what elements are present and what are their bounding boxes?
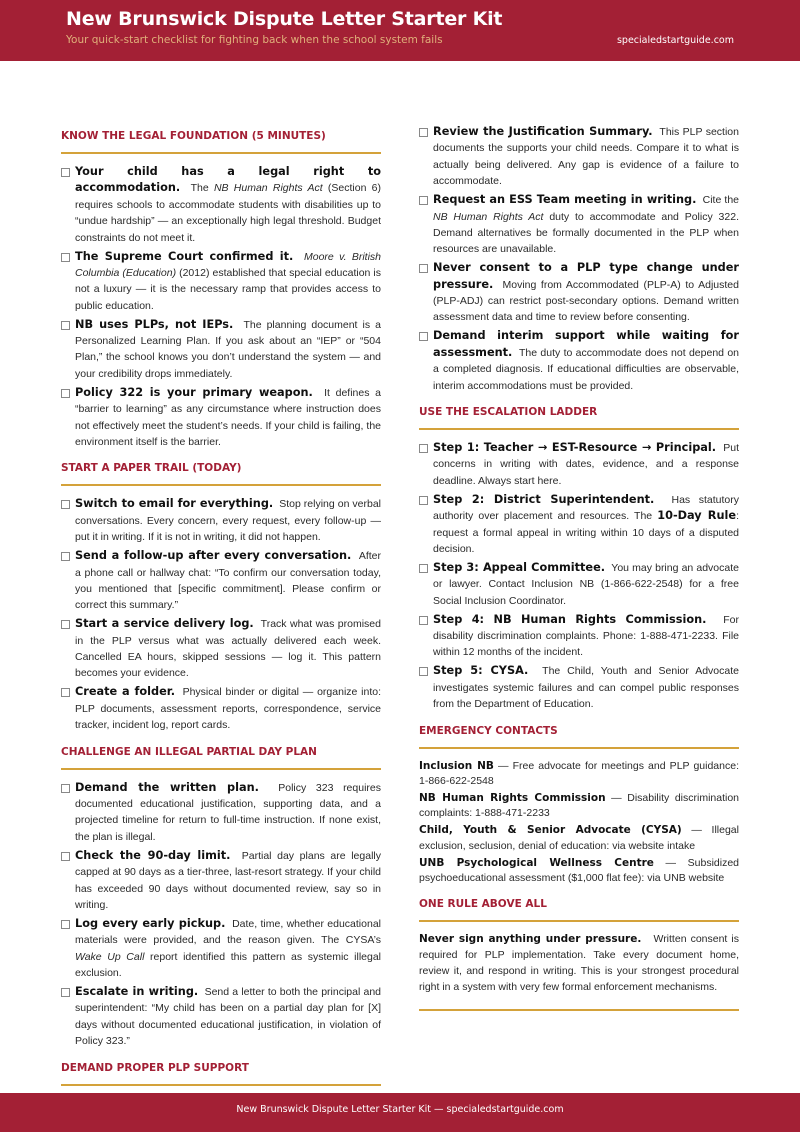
contact-name: NB Human Rights Commission (419, 791, 606, 804)
checklist-item (61, 548, 381, 614)
checkbox[interactable] (61, 253, 70, 262)
contact-detail: — Subsidized psychoeducational assessment ($1,000 flat fee): via UNB website (419, 856, 740, 884)
checkbox[interactable] (61, 321, 70, 330)
item-title: Request an ESS Team meeting in writing. (433, 193, 697, 207)
checklist-item (61, 317, 381, 383)
item-citation: NB Human Rights Act (213, 182, 323, 195)
item-title: Review the Justification Summary. (433, 125, 653, 138)
item-title: Create a folder. (75, 685, 175, 699)
checklist-item (419, 663, 739, 712)
item-body: For disability discrimination complaints. Phone: 1-888-471-2233. File within 12 months of the incident. (433, 613, 739, 659)
checklist-item (61, 916, 381, 982)
page-footer: New Brunswick Dispute Letter Starter Kit — specialedstartguide.com (0, 1093, 800, 1132)
checkbox[interactable] (419, 128, 428, 137)
checklist-item (419, 440, 739, 489)
section-divider (61, 1084, 381, 1086)
section-heading-plp-support: DEMAND PROPER PLP SUPPORT (61, 1061, 249, 1074)
item-body: Has statutory authority over placement and resources. The (433, 493, 739, 523)
item-title: Step 3: Appeal Committee. (433, 560, 606, 574)
right-column (419, 124, 739, 1021)
checkbox[interactable] (61, 988, 70, 997)
checkbox[interactable] (61, 852, 70, 861)
checkbox[interactable] (419, 264, 428, 273)
checkbox[interactable] (61, 552, 70, 561)
checkbox[interactable] (419, 496, 428, 505)
section-divider (419, 428, 739, 430)
item-title: NB uses PLPs, not IEPs. (75, 317, 234, 331)
page-header (0, 0, 800, 61)
item-body: report identified this pattern as systemic illegal exclusion. (75, 950, 382, 980)
checkbox[interactable] (61, 688, 70, 697)
contact-name: Child, Youth & Senior Advocate (CYSA) (419, 824, 682, 837)
item-citation: Moore v. British Columbia (Education) (75, 250, 381, 279)
checklist-item (61, 385, 381, 451)
item-title: Send a follow-up after every conversation. (75, 549, 352, 563)
item-body: (Section 6) requires schools to accommodate students with disabilities up to “undue hardship” — an exceptionally high legal threshold. Budget constraints do not meet it. (75, 182, 381, 244)
checkbox[interactable] (419, 564, 428, 573)
checkbox[interactable] (61, 389, 70, 398)
item-body: : request a formal appeal in writing within 10 days of a disputed decision. (433, 510, 739, 555)
checklist-item (61, 848, 381, 914)
checklist-item (419, 192, 739, 258)
contact-name: Inclusion NB (419, 759, 494, 772)
one-rule-title: Never sign anything under pressure. (419, 933, 642, 946)
checkbox[interactable] (419, 444, 428, 453)
page-title: New Brunswick Dispute Letter Starter Kit (66, 8, 503, 30)
item-title: Step 5: CYSA. (433, 664, 529, 678)
item-title: Step 4: NB Human Rights Commission. (433, 612, 707, 626)
item-body: duty to accommodate and Policy 322. Demand alternatives be formally documented in the PLP when resources are unavailable. (433, 210, 739, 256)
checklist-item (419, 328, 739, 394)
checkbox[interactable] (419, 616, 428, 625)
item-body: It defines a “barrier to learning” as any circumstance where instruction does not effectively meet the student’s needs. If your child is failing, the environment itself is the barrier. (75, 386, 381, 448)
item-title: Check the 90-day limit. (75, 848, 231, 862)
contact-entry (419, 856, 739, 886)
one-rule-paragraph (419, 932, 739, 995)
section-divider (61, 768, 381, 770)
checklist-item (61, 496, 381, 545)
item-title: Escalate in writing. (75, 984, 199, 998)
checklist-item (419, 560, 739, 609)
item-body: The Child, Youth and Senior Advocate investigates systemic failures and can compel public responses from the Department of Education. (433, 665, 739, 711)
item-body: Stop relying on verbal conversations. Every concern, every request, every follow-up — put it in writing. If it is not in writing, it did not happen. (75, 498, 381, 544)
checkbox[interactable] (61, 920, 70, 929)
item-body: Send a letter to both the principal and superintendent: “My child has been on a partial day plan for [X] days without documented educational justification, in violation of Policy 323.” (75, 985, 381, 1048)
item-body: Cite the (702, 194, 739, 207)
item-body: The duty to accommodate does not depend on a completed diagnosis. If educational difficulties are observable, interim accommodations must be provided. (433, 346, 739, 392)
item-body: The (190, 182, 214, 195)
header-url[interactable]: specialedstartguide.com (616, 35, 734, 46)
item-emphasis: 10-Day Rule (657, 509, 737, 523)
checkbox[interactable] (419, 332, 428, 341)
escalation-list (419, 440, 739, 713)
checklist-item (419, 260, 739, 326)
item-body: Policy 323 requires documented educational justification, supporting data, and a projected timeline for return to full-time instruction. If none exist, the plan is illegal. (75, 781, 381, 843)
checklist-item (61, 780, 381, 846)
section-divider (419, 1009, 739, 1011)
checkbox[interactable] (419, 667, 428, 676)
checklist-item (61, 164, 381, 246)
plp-support-list (419, 124, 739, 394)
item-title: Step 1: Teacher → EST-Resource → Principal. (433, 441, 717, 454)
section-divider (61, 484, 381, 486)
checklist-item (61, 684, 381, 733)
checklist-item (419, 612, 739, 661)
checklist-item (61, 984, 381, 1050)
checklist-item (61, 249, 381, 315)
one-rule-body: Written consent is required for PLP implementation. Take every document home, review it, and respond in writing. This is your strongest procedural right in a system with very few formal enforcement mechanisms. (419, 933, 739, 993)
item-body: Physical binder or digital — organize into: PLP documents, assessment reports, correspondence, service tracker, incident log, report cards. (75, 686, 382, 732)
item-title: Switch to email for everything. (75, 497, 274, 511)
contact-name: UNB Psychological Wellness Centre (419, 856, 654, 869)
item-body: You may bring an advocate or lawyer. Contact Inclusion NB (1-866-622-2548) for a free Social Inclusion Coordinator. (433, 561, 739, 607)
item-title: The Supreme Court confirmed it. (75, 249, 294, 263)
contact-detail: — Disability discrimination complaints: 1-888-471-2233 (419, 791, 740, 820)
item-body: Moving from Accommodated (PLP-A) to Adjusted (PLP-ADJ) can restrict post-secondary options. Demand written assessment data and time to review before consenting. (433, 278, 739, 324)
item-body: After a phone call or hallway chat: “To confirm our conversation today, you mentioned that [specific commitment]. Please confirm or correct this summary.” (75, 550, 381, 612)
partial-day-list (61, 780, 381, 1050)
section-divider (419, 747, 739, 749)
contact-detail: — Free advocate for meetings and PLP guidance: 1-866-622-2548 (419, 759, 739, 787)
paper-trail-list (61, 496, 381, 733)
item-title: Policy 322 is your primary weapon. (75, 385, 313, 399)
legal-list (61, 164, 381, 450)
checkbox[interactable] (61, 784, 70, 793)
section-heading-escalation: USE THE ESCALATION LADDER (419, 406, 598, 418)
item-body: Partial day plans are legally capped at 90 days as a tier-three, last-resort strategy. If your child has exceeded 90 days without documented review, say so in writing. (75, 849, 381, 911)
item-title: Log every early pickup. (75, 916, 226, 930)
item-citation: Wake Up Call (75, 950, 145, 963)
item-body: This PLP section documents the supports your child needs. Compare it to what is actually being delivered. Any gap is evidence of a failure to accommodate. (433, 126, 739, 188)
checklist-item (61, 616, 381, 682)
item-body: (2012) established that special education is not a luxury — it is the necessary ramp that provides access to public education. (75, 266, 382, 312)
checklist-item (419, 124, 739, 190)
section-heading-paper-trail: START A PAPER TRAIL (TODAY) (61, 462, 242, 475)
emergency-contacts (419, 759, 739, 887)
section-divider (61, 152, 381, 154)
page-subtitle: Your quick-start checklist for fighting back when the school system fails (66, 34, 443, 46)
item-title: Never consent to a PLP type change under pressure. (433, 261, 739, 291)
left-column (61, 124, 381, 1096)
item-title: Demand interim support while waiting for assessment. (433, 329, 739, 359)
item-title: Start a service delivery log. (75, 617, 254, 631)
checkbox[interactable] (61, 168, 70, 177)
section-divider (419, 920, 739, 922)
checklist-item (419, 492, 739, 558)
item-body: The planning document is a Personalized Learning Plan. If you ask about an “IEP” or “504 Plan,” the school knows you don’t understand the system — and your credibility drops immediately. (75, 318, 381, 380)
item-body: Put concerns in writing with dates, evidence, and a response deadline. Always start here. (433, 442, 739, 487)
contact-entry (419, 759, 739, 789)
item-title: Your child has a legal right to accommodation. (75, 165, 381, 195)
checkbox[interactable] (419, 196, 428, 205)
item-title: Demand the written plan. (75, 780, 259, 794)
contact-detail: — Illegal exclusion, seclusion, denial of education: via website intake (419, 824, 739, 852)
section-heading-one-rule: ONE RULE ABOVE ALL (419, 898, 547, 911)
checkbox[interactable] (61, 620, 70, 629)
section-heading-partial-day: CHALLENGE AN ILLEGAL PARTIAL DAY PLAN (61, 745, 317, 758)
contact-entry (419, 823, 739, 853)
checkbox[interactable] (61, 500, 70, 509)
item-body: Date, time, whether educational materials were provided, and the reason given. The CYSA’s (75, 917, 381, 947)
section-heading-legal: KNOW THE LEGAL FOUNDATION (5 MINUTES) (61, 130, 326, 142)
item-body: Track what was promised in the PLP versus what was actually delivered each week. Cancelled EA hours, skipped sessions — log it. This pattern becomes your evidence. (75, 618, 381, 680)
contact-entry (419, 791, 739, 821)
section-heading-emergency: EMERGENCY CONTACTS (419, 724, 558, 737)
item-title: Step 2: District Superintendent. (433, 492, 655, 506)
item-citation: NB Human Rights Act (433, 210, 544, 223)
